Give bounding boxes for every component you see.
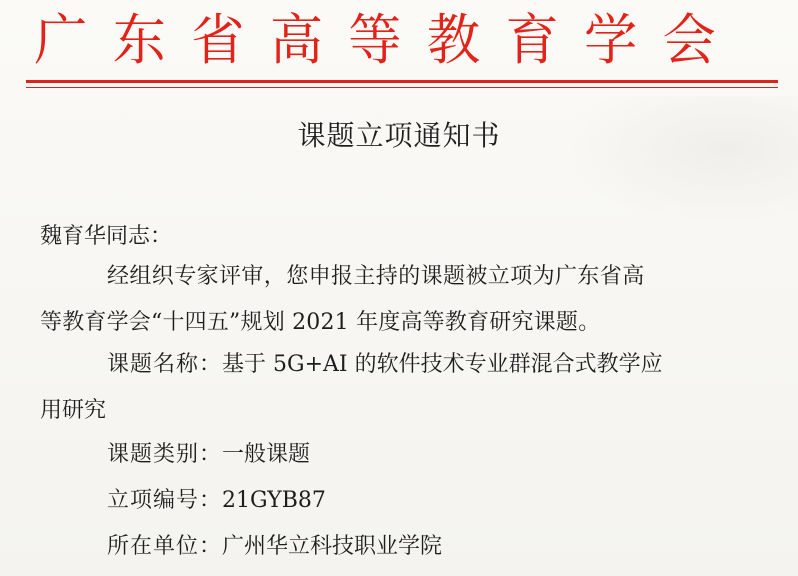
unit-label: 所在单位：	[107, 534, 223, 559]
document-title: 课题立项通知书	[297, 119, 501, 152]
letterhead-rule-thin	[26, 87, 778, 88]
project-name-value: 基于 5G+AI 的软件技术专业群混合式教学应	[222, 352, 663, 377]
salutation: 魏育华同志：	[40, 224, 173, 249]
category-row	[107, 440, 310, 470]
category-label: 课题类别：	[107, 442, 223, 467]
project-name-continuation: 用研究	[40, 398, 107, 423]
body-paragraph-line: 等教育学会“十四五”规划 2021 年度高等教育研究课题。	[40, 310, 601, 335]
project-number-value: 21GYB87	[222, 488, 326, 513]
letterhead-org-name: 广东省高等教育学会	[34, 8, 742, 72]
unit-row	[107, 532, 442, 562]
category-value: 一般课题	[222, 442, 311, 467]
letterhead-rule-thick	[26, 80, 778, 83]
scan-shadow	[558, 96, 798, 226]
unit-value: 广州华立科技职业学院	[222, 534, 443, 559]
body-paragraph-line: 经组织专家评审，您申报主持的课题被立项为广东省高	[107, 264, 645, 289]
project-number-label: 立项编号：	[107, 488, 223, 513]
project-name-row	[107, 350, 663, 380]
project-name-label: 课题名称：	[107, 352, 223, 377]
project-number-row	[107, 486, 326, 516]
